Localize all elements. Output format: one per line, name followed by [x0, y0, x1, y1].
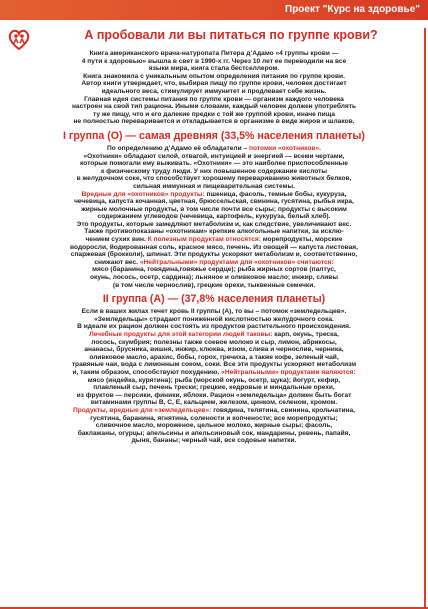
group2-line: В идеале их рацион должен состоять из продуктов растительного происхождения.: [77, 323, 351, 331]
group1-useful-text: морепродукты, морские: [260, 236, 343, 244]
group2-line: [6, 331, 422, 339]
intro-line: настроен на свой тип рациона. Иными словами, каждый человек должен употреблять: [71, 103, 357, 111]
group1-line: [6, 145, 422, 153]
group2-harmful-text: говядина, телятина, свинина, крольчатина,: [211, 406, 356, 414]
intro-line: Автор книги утверждает, что, выбирая пищу по группе крови, человек достигает: [81, 80, 347, 88]
group2-line: лосось, скумбрия; полезны также соевое молоко и сыр, лимон, абрикосы,: [91, 338, 337, 346]
group1-harmful-label: Вредные для «охотников» продукты:: [81, 190, 205, 198]
group2-line: гусятина, баранина, ягнятина, солености и копчености; все морепродукты;: [90, 414, 338, 422]
right-border: [424, 28, 426, 609]
group1-line: содержанием углеводов (чечевица, картофель, кукуруза, белый хлеб).: [97, 213, 331, 221]
group1-intro-text: По определению д’Адамо её обладатели –: [107, 144, 250, 152]
group2-line: [6, 369, 422, 377]
intro-line: 4 пути к здоровью» вышла в свет в 1990-х гг. Через 10 лет ее переводили на все: [81, 57, 347, 65]
group1-line: Также противопоказаны «охотникам» крепкие алкогольные напитки, за исклю-: [84, 228, 344, 236]
heart-people-logo-icon: [6, 26, 32, 52]
group2-line: баклажаны, огурцы; апельсины и апельсиновый сок, мандарины, ревень, папайя,: [77, 429, 351, 437]
group2-line: плавленый сыр, печень трески; грецкие, кедровые и миндальные орехи,: [93, 384, 335, 392]
group1-line: [6, 236, 422, 244]
group1-line: «Охотники» обладают силой, отвагой, интуицией и энергией — всеми чертами,: [83, 152, 345, 160]
group2-healing-label: Лечебные продукты для этой категории людей таковы:: [89, 331, 273, 338]
group2-healing-text: карп, окунь, треска,: [272, 331, 339, 338]
group2-harmful-label: Продукты, вредные для «земледельцев»:: [72, 406, 212, 414]
intro-line: Книга знакомила с уникальным опытом определения питания по группе крови.: [83, 72, 345, 80]
group1-heading: I группа (О) — самая древняя (33,5% населения планеты): [63, 129, 365, 142]
group1-line: мясо (баранина, говядина,говяжье сердце); рыба жирных сортов (палтус,: [92, 266, 336, 274]
group2-line: «Земледельцы» страдают пониженной кислотностью желудочного сока.: [94, 315, 334, 323]
group1-harmful-text: пшеница, фасоль, темные бобы, кукуруза,: [204, 190, 347, 198]
group1-line: чечевица, капуста кочанная, цветная, брюссельская, свинина, гусятина, рыбья икра,: [74, 198, 354, 206]
intro-line: не полностью переваривается и откладывается в организме в виде жиров и шлаков.: [73, 118, 355, 126]
group1-useful-label: К полезным продуктам относятся:: [147, 236, 261, 244]
group2-line: травяные чаи, вода с лимонным соком, соки. Все эти продукты ускоряют метаболизм: [71, 361, 357, 369]
group1-line: окунь, лосось, осетр, сардина); льняное и оливковое масло; инжир, сливы: [90, 274, 338, 282]
group1-text: чением сухих вин.: [85, 236, 148, 244]
group1-text: снижают вес.: [94, 258, 140, 266]
group2-line: Если в ваших жилах течет кровь II группы (А), то вы – потомок «земледельцев».: [81, 308, 347, 316]
document-body: [6, 50, 422, 445]
group1-line: сильная иммунная и пищеварительная системы.: [133, 182, 295, 190]
intro-line: Главная идея системы питания по группе крови — организм каждого человека: [84, 95, 344, 103]
intro-line: языки мира, книга стала бестселлером.: [148, 65, 280, 73]
group1-hunters-label: потомки «охотников».: [249, 144, 321, 152]
group2-neutral-label: «Нейтральными» продуктами являются:: [221, 368, 356, 376]
group2-line: мясо (индейка, курятина); рыба (морской окунь, осетр, щука); йогурт, кефир,: [87, 376, 341, 384]
group2-line: дыня, бананы; черный чай, все содовые напитки.: [131, 437, 297, 445]
group2-heading: II группа (А) — (37,8% населения планеты): [102, 293, 326, 306]
group2-line: оливковое масло, арахис, бобы, горох, гречиха, а также кофе, зеленый чай,: [89, 353, 339, 361]
group1-line: водоросли, йодированная соль, красное мясо, печень. Из овощей — капуста листовая,: [70, 243, 358, 251]
intro-line: ту же пищу, что и его далекие предки с той же группой крови, иначе пища: [92, 110, 336, 118]
group2-line: витаминами группы В, С, Е, кальцием, железом, цинком, селеном, хромом.: [90, 399, 338, 407]
group1-line: (в том числе чернослив), грецкие орехи, тыквенные семечки.: [112, 281, 316, 289]
group2-line: сливочное масло, мороженое, цельное молоко, жирные сыры; фасоль,: [95, 422, 333, 430]
group1-line: жирные молочные продукты, в том числе почти все сыры; продукты с высоким: [81, 205, 347, 213]
intro-line: Книга американского врача-натуропата Питера д’Адамо «4 группы крови —: [89, 50, 339, 57]
group2-text: и, таким образом, способствуют похудению.: [72, 368, 222, 376]
group1-line: [6, 191, 422, 199]
intro-line: идеального веса, стимулирует иммунитет и продлевает себе жизнь.: [101, 87, 327, 95]
group2-line: [6, 407, 422, 415]
page-title: А пробовали ли вы питаться по группе крови?: [84, 28, 378, 42]
group1-line: Это продукты, которые замедляют метаболизм и, как следствие, увеличивают вес.: [76, 220, 352, 228]
project-label: Проект "Курс на здоровье": [285, 4, 420, 15]
group2-line: из фруктов — персики, финики, яблоки. Рацион «земледельца» должен быть богат: [76, 391, 352, 399]
group2-line: ананасы, брусника, вишня, инжир, клюква, изюм, слива и чернослив, черника,: [84, 346, 344, 354]
header-bar: [0, 0, 428, 20]
group1-line: спаржевая (брокколи), шпинат. Эти продукты ускоряют метаболизм и, соответственно,: [70, 251, 358, 259]
group1-line: к физическому труду люди. У них повышенное содержание кислоты: [101, 167, 327, 175]
group1-line: которые помогали ему выживать. «Охотники» — это наиболее приспособленные: [80, 160, 348, 168]
group1-line: в желудочном соке, что способствует хорошему перевариванию животных белков,: [76, 175, 352, 183]
group1-neutral-label: «Нейтральными» продуктами для «охотников» считаются:: [139, 258, 334, 266]
